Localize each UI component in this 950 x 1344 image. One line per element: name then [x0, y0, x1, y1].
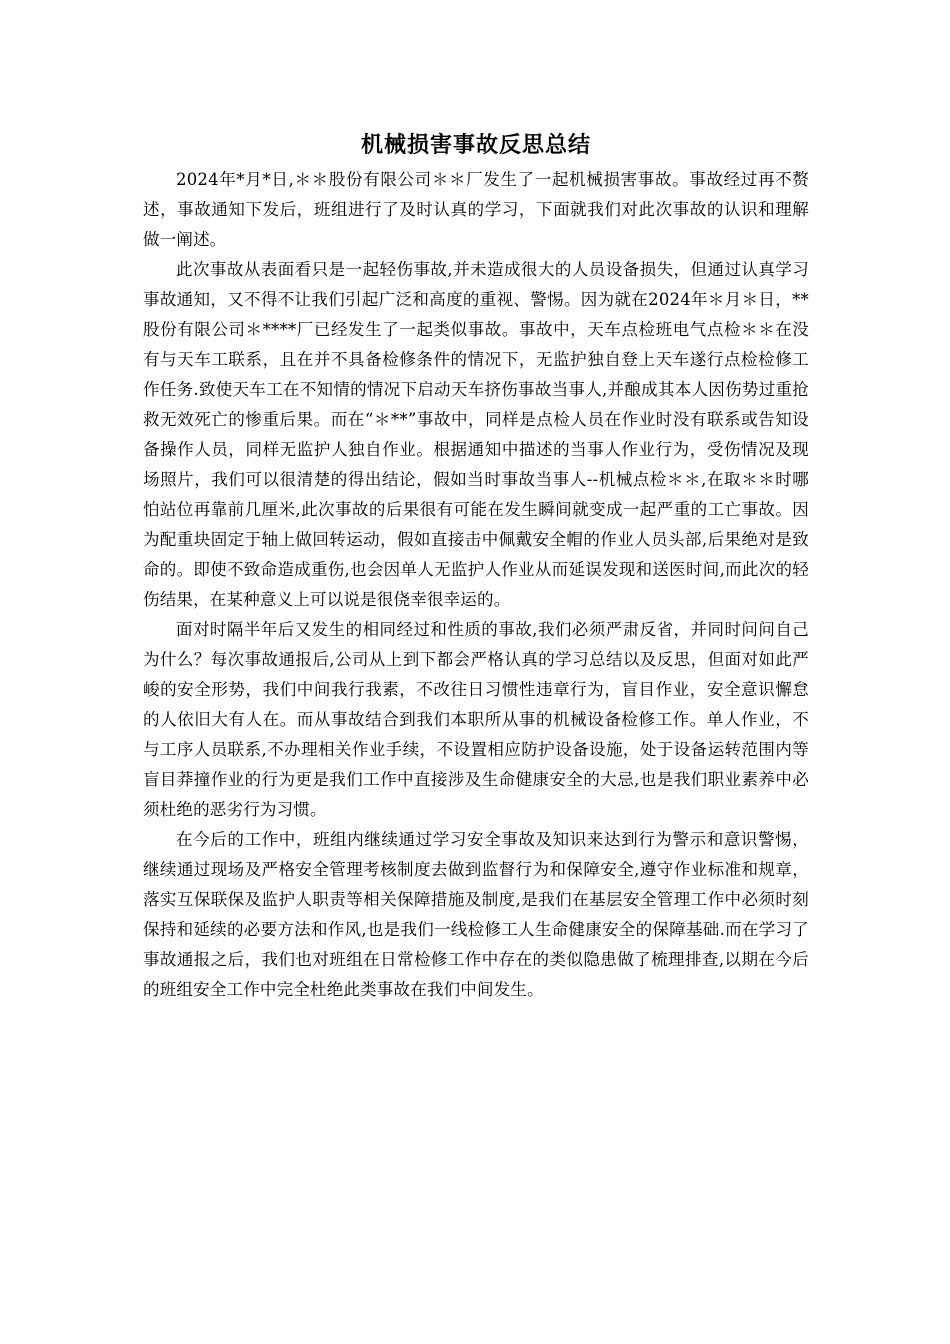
- paragraph-1: 2024年*月*日,＊＊股份有限公司＊＊厂发生了一起机械损害事故。事故经过再不赘述，事故通知下发后，班组进行了及时认真的学习，下面就我们对此次事故的认识和理解做一阐述。: [143, 170, 809, 249]
- paragraph-2: 此次事故从表面看只是一起轻伤事故,并未造成很大的人员设备损失，但通过认真学习事故通知，又不得不让我们引起广泛和高度的重视、警惕。因为就在2024年＊月＊日，**股份有限公司＊****厂已经发生了一起类似事故。事故中，天车点检班电气点检＊＊在没有与天车工联系，且在并不具备检修条件的情况下，无监护独自登上天车遂行点检检修工作任务.致使天车工在不知情的情况下启动天车挤伤事故当事人,并酿成其本人因伤势过重抢救无效死亡的惨重后果。而在“＊**”事故中，同样是点检人员在作业时没有联系或告知设备操作人员，同样无监护人独自作业。根据通知中描述的当事人作业行为，受伤情况及现场照片，我们可以很清楚的得出结论，假如当时事故当事人--机械点检＊＊,在取＊＊时哪怕站位再靠前几厘米,此次事故的后果很有可能在发生瞬间就变成一起严重的工亡事故。因为配重块固定于轴上做回转运动，假如直接击中佩戴安全帽的作业人员头部,后果绝对是致命的。即使不致命造成重伤,也会因单人无监护人作业从而延误发现和送医时间,而此次的轻伤结果，在某种意义上可以说是很侥幸很幸运的。: [143, 260, 809, 609]
- paragraph-3: 面对时隔半年后又发生的相同经过和性质的事故,我们必须严肃反省，并同时问问自己为什么？每次事故通报后,公司从上到下都会严格认真的学习总结以及反思，但面对如此严峻的安全形势，我们中间我行我素，不改往日习惯性违章行为，盲目作业，安全意识懈怠的人依旧大有人在。而从事故结合到我们本职所从事的机械设备检修工作。单人作业，不与工序人员联系,不办理相关作业手续，不设置相应防护设备设施，处于设备运转范围内等盲目莽撞作业的行为更是我们工作中直接涉及生命健康安全的大忌,也是我们职业素养中必须杜绝的恶劣行为习惯。: [143, 620, 809, 819]
- document-title: 机械损害事故反思总结: [360, 132, 591, 158]
- paragraph-4: 在今后的工作中，班组内继续通过学习安全事故及知识来达到行为警示和意识警惕，继续通过现场及严格安全管理考核制度去做到监督行为和保障安全,遵守作业标准和规章，落实互保联保及监护人职责等相关保障措施及制度,是我们在基层安全管理工作中必须时刻保持和延续的必要方法和作风,也是我们一线检修工人生命健康安全的保障基础.而在学习了事故通报之后，我们也对班组在日常检修工作中存在的类似隐患做了梳理排查,以期在今后的班组安全工作中完全杜绝此类事故在我们中间发生。: [143, 830, 809, 999]
- document-page: [143, 130, 809, 1005]
